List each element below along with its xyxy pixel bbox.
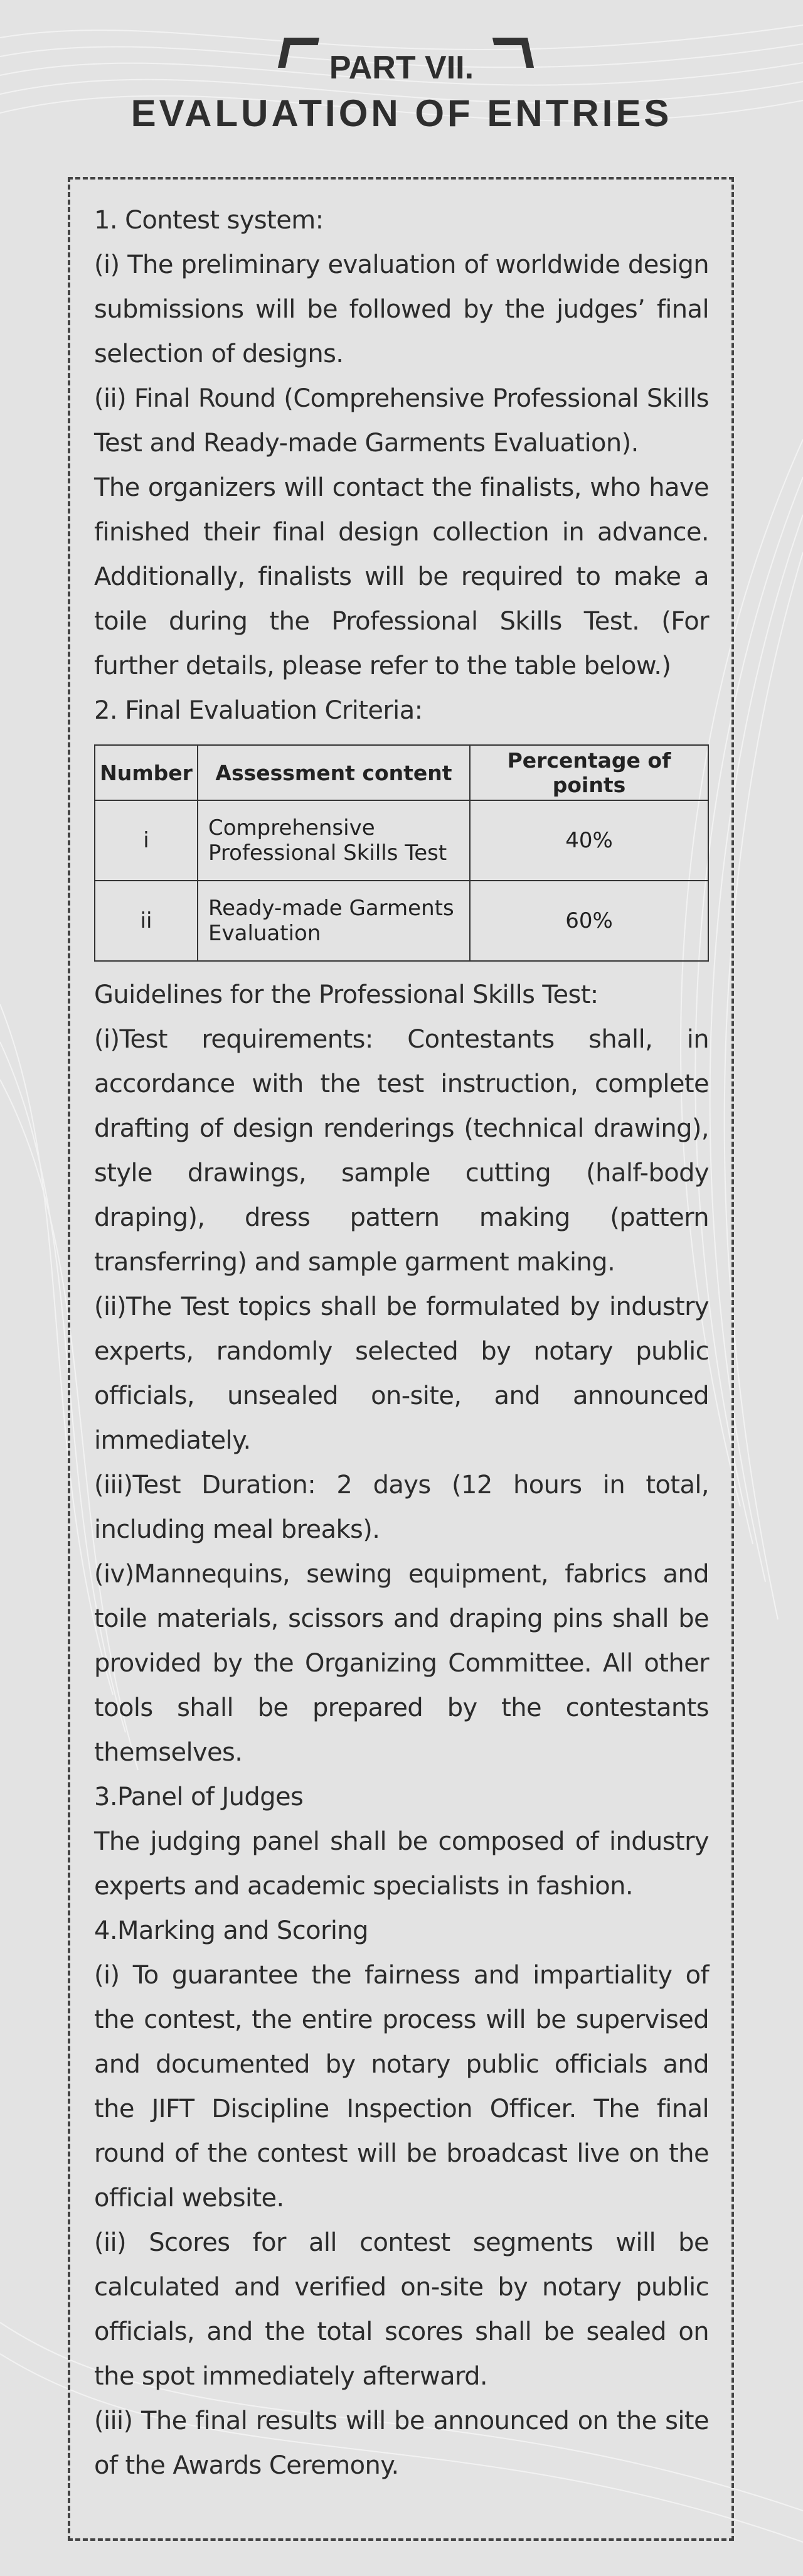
scoring-scores: (ii) Scores for all contest segments will be calculated and verified on-site by notary public officials, and the total scores shall be sealed on the spot immediately afterward. — [94, 2228, 709, 2391]
table-header-row — [95, 745, 708, 800]
row-content-line: Professional Skills Test — [208, 840, 447, 866]
contest-system-heading: 1. Contest system: — [94, 206, 324, 235]
scoring-results: (iii) The final results will be announced on the site of the Awards Ceremony. — [94, 2407, 709, 2480]
contest-system-organizers: The organizers will contact the finalists, who have finished their final design collection in advance. Additionally, finalists will be required to make a toile during the Professional Skills Test. (For further details, please refer to the table below.) — [94, 473, 709, 680]
scoring-heading: 4.Marking and Scoring — [94, 1916, 368, 1945]
scoring-fairness: (i) To guarantee the fairness and impartiality of the contest, the entire process will be supervised and documented by notary public officials and the JIFT Discipline Inspection Officer. The final round of the contest will be broadcast live on the official website. — [94, 1961, 709, 2213]
criteria-table — [94, 744, 709, 962]
table-header-content: Assessment content — [198, 745, 470, 800]
page-header — [0, 0, 803, 163]
guidelines-heading: Guidelines for the Professional Skills Test: — [94, 980, 598, 1009]
criteria-heading: 2. Final Evaluation Criteria: — [94, 696, 423, 725]
judges-text: The judging panel shall be composed of industry experts and academic specialists in fashion. — [94, 1827, 709, 1901]
content-body — [94, 198, 709, 2488]
row-percentage: 40% — [470, 800, 708, 881]
part-label: PART VII. — [329, 50, 474, 86]
row-content-line: Comprehensive — [208, 815, 375, 840]
contest-system-prelim: (i) The preliminary evaluation of worldwide design submissions will be followed by the judges’ final selection of designs. — [94, 250, 709, 368]
guidelines-requirements: (i)Test requirements: Contestants shall, in accordance with the test instruction, complete drafting of design renderings (technical drawing), style drawings, sample cutting (half-body draping), dress pattern making (pattern transferring) and sample garment making. — [94, 1025, 709, 1277]
judges-heading: 3.Panel of Judges — [94, 1783, 304, 1811]
row-content-line: Evaluation — [208, 921, 321, 946]
contest-system-final-round: (ii) Final Round (Comprehensive Professional Skills Test and Ready-made Garments Evaluation). — [94, 384, 709, 458]
section-title: EVALUATION OF ENTRIES — [130, 92, 673, 134]
row-content-line: Ready-made Garments — [208, 896, 454, 921]
row-content — [198, 800, 470, 881]
row-content — [198, 881, 470, 961]
table-row — [95, 800, 708, 881]
guidelines-duration: (iii)Test Duration: 2 days (12 hours in total, including meal breaks). — [94, 1471, 709, 1544]
guidelines-topics: (ii)The Test topics shall be formulated by industry experts, randomly selected by notary public officials, unsealed on-site, and announced immediately. — [94, 1292, 709, 1455]
row-number: i — [95, 800, 198, 881]
row-percentage: 60% — [470, 881, 708, 961]
table-row — [95, 881, 708, 961]
table-header-percentage: Percentage of points — [470, 745, 708, 800]
guidelines-equipment: (iv)Mannequins, sewing equipment, fabrics and toile materials, scissors and draping pins shall be provided by the Organizing Committee. All other tools shall be prepared by the contestants themselves. — [94, 1560, 709, 1767]
row-number: ii — [95, 881, 198, 961]
table-header-number: Number — [95, 745, 198, 800]
